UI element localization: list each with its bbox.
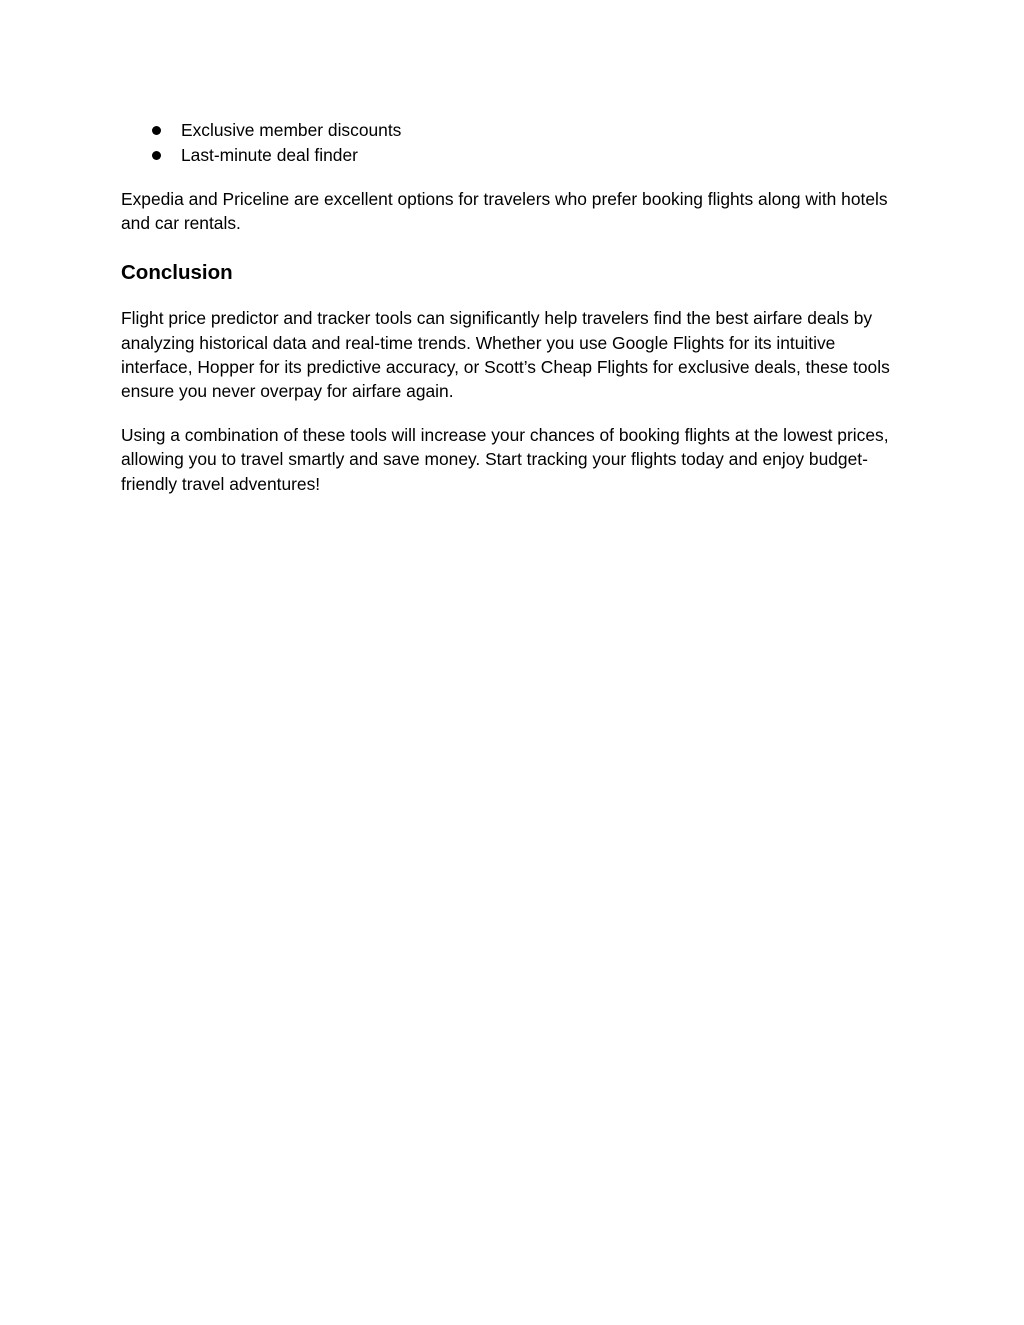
bullet-list [121, 118, 911, 167]
paragraph-expedia-priceline: Expedia and Priceline are excellent options for travelers who prefer booking flights along with hotels and car rentals. [121, 189, 888, 234]
paragraph-conclusion-1: Flight price predictor and tracker tools can significantly help travelers find the best airfare deals by analyzing historical data and real-time trends. Whether you use Google Flights for its intuitive interface, Hopper for its predictive accuracy, or Scott’s Cheap Flights for exclusive deals, these tools ensure you never overpay for airfare again. [121, 308, 890, 402]
bullet-dot-icon [152, 151, 161, 160]
bullet-dot-icon [152, 126, 161, 135]
document-page [121, 118, 911, 496]
paragraph-conclusion-2: Using a combination of these tools will increase your chances of booking flights at the lowest prices, allowing you to travel smartly and save money. Start tracking your flights today and enjoy budget-friendly travel adventures! [121, 425, 889, 494]
bullet-text: Exclusive member discounts [181, 120, 402, 140]
bullet-item-member-discounts [121, 118, 911, 143]
section-heading-conclusion: Conclusion [121, 261, 233, 285]
bullet-text: Last-minute deal finder [181, 144, 358, 165]
bullet-item-deal-finder [121, 143, 911, 168]
